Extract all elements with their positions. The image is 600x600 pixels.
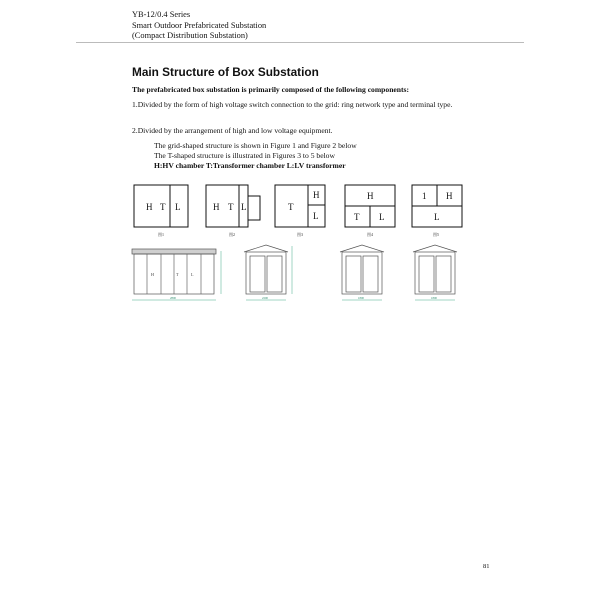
- fig2-t-label: T: [228, 202, 234, 212]
- elev4-body: [415, 252, 455, 294]
- fig1-caption: 图1: [158, 232, 164, 237]
- elevation-4: [413, 245, 457, 300]
- figure-2: [206, 185, 260, 237]
- elev1-roof: [132, 249, 216, 254]
- elev1-t: T: [176, 272, 179, 277]
- elev2-dim: 2200: [262, 296, 268, 300]
- note-grid-structure: The grid-shaped structure is shown in Figure 1 and Figure 2 below: [154, 141, 357, 150]
- elev1-l: L: [191, 272, 194, 277]
- elevation-2: [244, 245, 292, 300]
- page-number: 81: [483, 563, 490, 570]
- figure-3: [275, 185, 325, 237]
- fig4-caption: 图4: [367, 232, 373, 237]
- fig5-l-label: L: [434, 212, 440, 222]
- point-1: 1.Divided by the form of high voltage switch connection to the grid: ring network type and terminal type.: [132, 100, 453, 109]
- fig4-t-label: T: [354, 212, 360, 222]
- fig2-l-label: L: [241, 202, 247, 212]
- legend-line: H:HV chamber T:Transformer chamber L:LV transformer: [154, 161, 346, 170]
- fig5-t-label: 1: [422, 191, 427, 201]
- header-product: Smart Outdoor Prefabricated Substation: [132, 20, 267, 30]
- fig2-annex: [248, 196, 260, 220]
- fig3-caption: 图3: [297, 232, 303, 237]
- note-t-structure: The T-shaped structure is illustrated in Figures 3 to 5 below: [154, 151, 335, 160]
- fig5-caption: 图5: [433, 232, 439, 237]
- elev4-dim: 1800: [431, 296, 437, 300]
- section-title: Main Structure of Box Substation: [132, 65, 319, 79]
- fig2-caption: 图2: [229, 232, 235, 237]
- figure-5: [412, 185, 462, 237]
- elev1-h: H: [151, 272, 154, 277]
- fig2-h-label: H: [213, 202, 220, 212]
- fig1-t-label: T: [160, 202, 166, 212]
- figure-1: [134, 185, 188, 237]
- header-subtitle: (Compact Distribution Substation): [132, 31, 248, 40]
- fig3-h-label: H: [313, 190, 320, 200]
- fig5-h-label: H: [446, 191, 453, 201]
- elev3-body: [342, 252, 382, 294]
- intro-paragraph: The prefabricated box substation is primarily composed of the following components:: [132, 85, 410, 94]
- elevation-3: [340, 245, 384, 300]
- figure-4: [345, 185, 395, 237]
- elev3-dim: 1800: [358, 296, 364, 300]
- fig3-l-label: L: [313, 211, 319, 221]
- fig4-h-label: H: [367, 191, 374, 201]
- elevation-1: [132, 249, 221, 300]
- fig1-l-label: L: [175, 202, 181, 212]
- elev1-dim: 2800: [170, 296, 176, 300]
- fig1-h-label: H: [146, 202, 153, 212]
- fig3-t-label: T: [288, 202, 294, 212]
- fig4-l-label: L: [379, 212, 385, 222]
- elev2-body: [246, 252, 286, 294]
- header-series: YB-12/0.4 Series: [132, 10, 191, 19]
- point-2: 2.Divided by the arrangement of high and low voltage equipment.: [132, 126, 333, 135]
